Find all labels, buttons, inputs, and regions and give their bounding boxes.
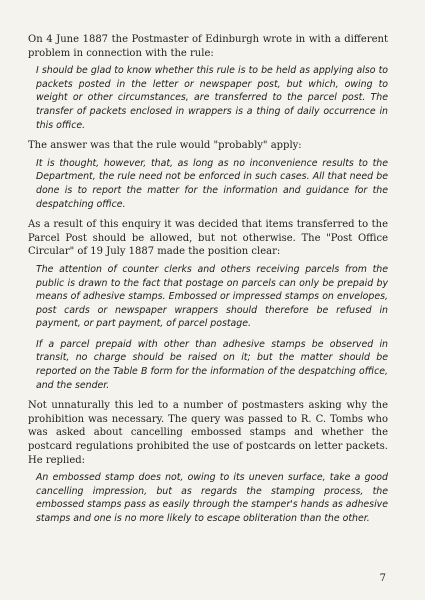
quote-tombs-reply: An embossed stamp does not, owing to its uneven surface, take a good cancelling impression, but as regards the stamping process, the embossed stamps pass as easily through the stamper's hands as adhesive stamps and one is no more likely to escape obliteration than the other. [36, 472, 388, 524]
quote-edinburgh-question: I should be glad to know whether this rule is to be held as applying also to packets posted in the letter or newspaper post, but which, owing to weight or other circumstances, are transferred to the parcel post. The transfer of packets enclosed in wrappers is a thing of daily occurrence in this office. [36, 65, 388, 131]
quote-answer: It is thought, however, that, as long as no inconvenience results to the Department, the rule need not be enforced in such cases. All that need be done is to report the matter for the information and guidance for the despatching office. [36, 157, 388, 210]
quote-circular-counter-clerks: The attention of counter clerks and others receiving parcels from the public is drawn to the fact that postage on parcels can only be prepaid by means of adhesive stamps. Embossed or impressed stamps on envelopes, post cards or newspaper wrappers should therefore be refused in payment, or part payment, of parcel postage. [36, 263, 388, 330]
page-number: 7 [379, 573, 386, 584]
quote-circular-transit: If a parcel prepaid with other than adhesive stamps be observed in transit, no charge should be raised on it; but the matter should be reported on the Table B form for the information of the despatching office, and the sender. [36, 338, 388, 391]
paragraph-edinburgh-letter: On 4 June 1887 the Postmaster of Edinburgh wrote in with a different problem in connection with the rule: [28, 34, 388, 59]
paragraph-tombs-query: Not unnaturally this led to a number of postmasters asking why the prohibition was necessary. The query was passed to R. C. Tombs who was asked about cancelling embossed stamps and whether the postcard regulations prohibited the use of postcards on letter packets. He replied: [28, 400, 388, 466]
paragraph-decision: As a result of this enquiry it was decided that items transferred to the Parcel Post should be allowed, but not otherwise. The "Post Office Circular" of 19 July 1887 made the position clear: [28, 219, 388, 258]
paragraph-answer: The answer was that the rule would "probably" apply: [28, 140, 302, 152]
